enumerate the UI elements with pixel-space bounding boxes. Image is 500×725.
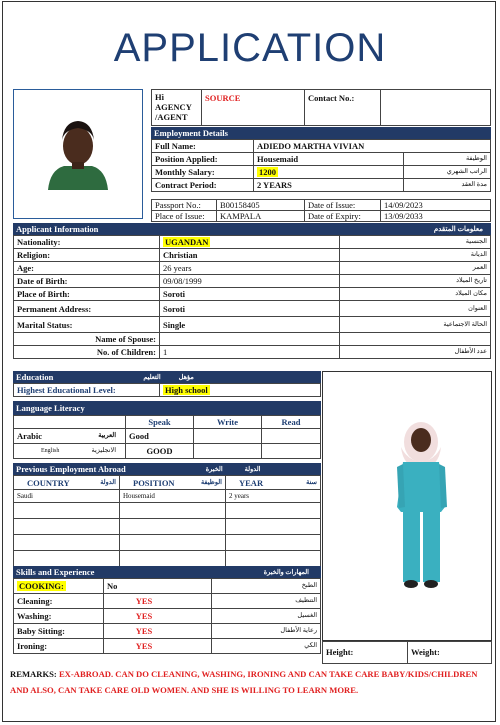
skills-table [13, 578, 321, 654]
skill-ironing-value: YES [104, 639, 212, 654]
skill-cooking-label: COOKING: [14, 579, 104, 594]
col-position: POSITION الوظيفة [120, 476, 226, 490]
agency-label: Hi AGENCY /AGENT [152, 90, 202, 126]
prev-employment-header: Previous Employment Abroad الخبرة الدولة [13, 463, 321, 475]
skill-ironing-label: Ironing: [14, 639, 104, 654]
skill-cleaning-value: YES [104, 594, 212, 609]
contract-value: 2 YEARS [254, 179, 404, 192]
agency-table [151, 89, 491, 126]
portrait-image [14, 90, 142, 218]
contract-ar: مدة العقد [404, 179, 491, 192]
position-ar: الوظيفة [404, 153, 491, 166]
height-label: Height: [323, 642, 408, 664]
weight-label: Weight: [408, 642, 492, 664]
table-row [14, 503, 321, 519]
marital-value: Single [160, 317, 340, 333]
issue-date-label: Date of Issue: [305, 200, 381, 211]
expiry-date-label: Date of Expiry: [305, 211, 381, 222]
employment-details-header: Employment Details [151, 127, 491, 139]
age-ar: العمر [340, 262, 491, 275]
salary-ar: الراتب الشهري [404, 166, 491, 179]
religion-ar: الديانة [340, 249, 491, 262]
language-header: Language Literacy [13, 401, 321, 415]
skill-cooking-ar: الطبخ [212, 579, 321, 594]
col-speak: Speak [126, 416, 194, 429]
address-ar: العنوان [340, 301, 491, 317]
education-header: Education التعليم مؤهل [13, 371, 321, 383]
remarks [10, 666, 490, 698]
contact-label: Contact No.: [305, 90, 381, 126]
dob-ar: تاريخ الميلاد [340, 275, 491, 288]
contract-label: Contract Period: [152, 179, 254, 192]
passport-no-label: Passport No.: [152, 200, 217, 211]
skill-washing-ar: الغسيل [212, 609, 321, 624]
full-name-value: ADIEDO MARTHA VIVIAN [254, 140, 491, 153]
pob-ar: مكان الميلاد [340, 288, 491, 301]
full-body-image [323, 372, 491, 640]
height-weight-table [322, 641, 492, 664]
nationality-value: UGANDAN [165, 237, 209, 247]
skill-cleaning-ar: التنظيف [212, 594, 321, 609]
salary-value: 1200 [259, 167, 276, 177]
applicant-info-table [13, 235, 491, 359]
marital-ar: الحالة الاجتماعية [340, 317, 491, 333]
english-read [262, 444, 321, 459]
age-value: 26 years [160, 262, 340, 275]
language-row-arabic: Arabic العربية [14, 429, 126, 444]
table-row [14, 519, 321, 535]
address-value: Soroti [160, 301, 340, 317]
applicant-info-header: Applicant Information معلومات المتقدم [13, 223, 491, 235]
skill-babysitting-value: YES [104, 624, 212, 639]
religion-value: Christian [160, 249, 340, 262]
children-label: No. of Children: [14, 346, 160, 359]
pob-label: Place of Birth: [14, 288, 160, 301]
pob-value: Soroti [160, 288, 340, 301]
expiry-date-value: 13/09/2033 [381, 211, 491, 222]
passport-photo [13, 89, 143, 219]
address-label: Permanent Address: [14, 301, 160, 317]
skill-cleaning-label: Cleaning: [14, 594, 104, 609]
arabic-write [194, 429, 262, 444]
education-table [13, 383, 321, 397]
skill-ironing-ar: الكي [212, 639, 321, 654]
table-row [14, 535, 321, 551]
passport-table [151, 199, 491, 222]
table-row: Saudi Housemaid 2 years [14, 490, 321, 503]
skill-washing-value: YES [104, 609, 212, 624]
skill-babysitting-label: Baby Sitting: [14, 624, 104, 639]
marital-label: Marital Status: [14, 317, 160, 333]
children-value: 1 [160, 346, 340, 359]
skill-babysitting-ar: رعاية الأطفال [212, 624, 321, 639]
full-body-photo [322, 371, 492, 641]
spouse-ar [340, 333, 491, 346]
education-level-label: Highest Educational Level: [14, 384, 160, 397]
position-label: Position Applied: [152, 153, 254, 166]
skill-cooking-value: No [104, 579, 212, 594]
dob-label: Date of Birth: [14, 275, 160, 288]
passport-no-value: B00158405 [217, 200, 305, 211]
language-table [13, 415, 321, 459]
education-level-value: High school [165, 385, 208, 395]
remarks-text: EX-ABROAD. CAN DO CLEANING, WASHING, IRONING AND CAN TAKE CARE BABY/KIDS/CHILDREN AND ALSO, CAN TAKE CARE OLD WOMEN. AND SHE IS WILLING TO LEARN MORE. [10, 669, 478, 695]
skill-washing-label: Washing: [14, 609, 104, 624]
age-label: Age: [14, 262, 160, 275]
place-issue-label: Place of Issue: [152, 211, 217, 222]
col-country: COUNTRY الدولة [14, 476, 120, 490]
full-name-label: Full Name: [152, 140, 254, 153]
children-ar: عدد الأطفال [340, 346, 491, 359]
arabic-read [262, 429, 321, 444]
position-value: Housemaid [254, 153, 404, 166]
remarks-label: REMARKS: [10, 669, 57, 679]
nationality-label: Nationality: [14, 236, 160, 249]
page-title: APPLICATION [113, 26, 387, 70]
dob-value: 09/08/1999 [160, 275, 340, 288]
employment-details-table [151, 139, 491, 192]
arabic-speak: Good [126, 429, 194, 444]
prev-employment-table [13, 475, 321, 567]
spouse-value [160, 333, 340, 346]
salary-label: Monthly Salary: [152, 166, 254, 179]
place-issue-value: KAMPALA [217, 211, 305, 222]
skills-header: Skills and Experience المهارات والخبرة [13, 566, 321, 578]
col-read: Read [262, 416, 321, 429]
religion-label: Religion: [14, 249, 160, 262]
agency-source: SOURCE [202, 90, 305, 126]
table-row [14, 551, 321, 567]
nationality-ar: الجنسية [340, 236, 491, 249]
spouse-label: Name of Spouse: [14, 333, 160, 346]
contact-value [381, 90, 491, 126]
language-row-english: English الانجليزية [14, 444, 126, 459]
col-year: YEAR سنة [226, 476, 321, 490]
col-write: Write [194, 416, 262, 429]
english-speak: GOOD [126, 444, 194, 459]
english-write [194, 444, 262, 459]
issue-date-value: 14/09/2023 [381, 200, 491, 211]
